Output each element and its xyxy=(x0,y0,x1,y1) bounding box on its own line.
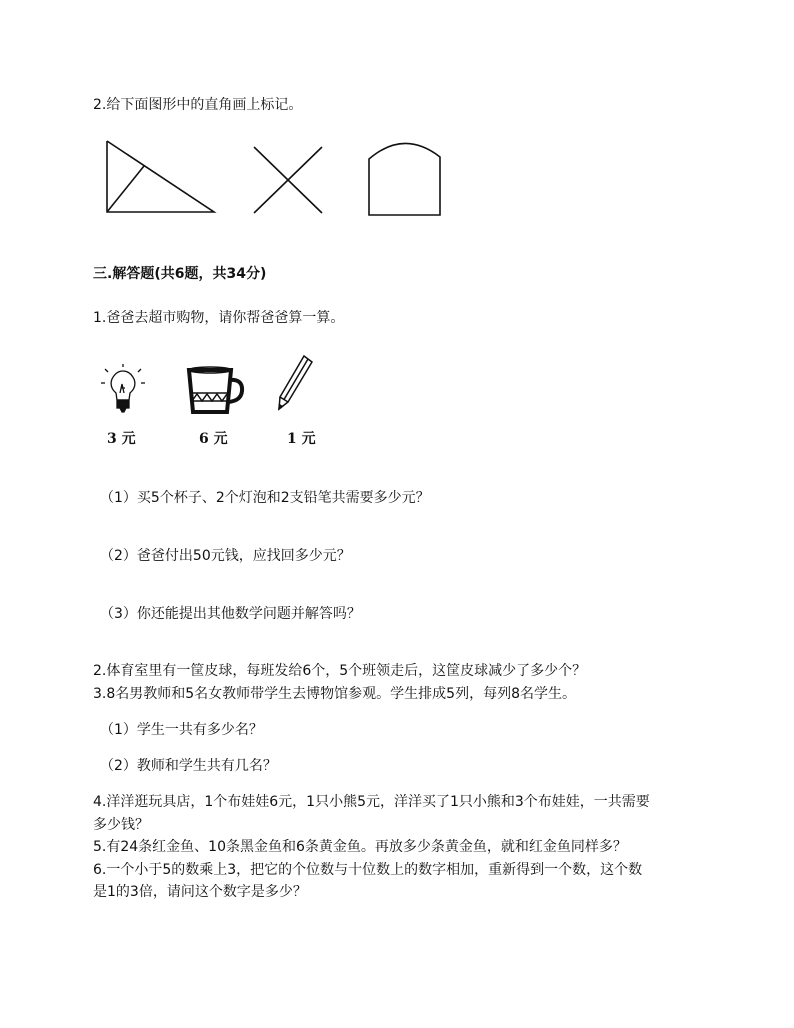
question-1-sub-3: （3）你还能提出其他数学问题并解答吗？ xyxy=(100,606,361,622)
question-3-sub-1: （1）学生一共有多少名？ xyxy=(100,722,263,738)
cup-price: 6 元 xyxy=(199,431,228,447)
question-1-sub-1: （1）买5个杯子、2个灯泡和2支铅笔共需要多少元？ xyxy=(100,490,430,506)
light-bulb-icon xyxy=(100,366,146,416)
arch-figure xyxy=(366,135,446,217)
question-6-line-1: 6.一个小于5的数乘上3，把它的个位数与十位数上的数字相加，重新得到一个数，这个数 xyxy=(93,862,643,878)
question-5-text: 5.有24条红金鱼、10条黑金鱼和6条黄金鱼。再放多少条黄金鱼，就和红金鱼同样多？ xyxy=(93,839,627,855)
pencil-icon xyxy=(276,354,316,412)
bulb-price: 3 元 xyxy=(107,431,136,447)
section-heading: 三.解答题(共6题，共34分) xyxy=(93,266,267,282)
crossed-lines-figure xyxy=(250,145,326,217)
question-1-prompt: 1.爸爸去超市购物，请你帮爸爸算一算。 xyxy=(93,310,345,326)
question-2-text: 2.给下面图形中的直角画上标记。 xyxy=(93,97,303,113)
question-3-prompt: 3.8名男教师和5名女教师带学生去博物馆参观。学生排成5列，每列8名学生。 xyxy=(93,686,576,702)
pencil-price: 1 元 xyxy=(287,431,316,447)
question-1-sub-2: （2）爸爸付出50元钱，应找回多少元？ xyxy=(100,548,351,564)
question-6-line-2: 是1的3倍，请问这个数字是多少？ xyxy=(93,884,307,900)
question-2-prompt: 2.体育室里有一筐皮球，每班发给6个，5个班领走后，这筐皮球减少了多少个？ xyxy=(93,663,587,679)
triangle-figure xyxy=(100,140,220,216)
question-4-line-2: 多少钱？ xyxy=(93,817,149,833)
question-4-line-1: 4.洋洋逛玩具店，1个布娃娃6元，1只小熊5元，洋洋买了1只小熊和3个布娃娃，一共需要 xyxy=(93,794,650,810)
question-3-sub-2: （2）教师和学生共有几名？ xyxy=(100,758,277,774)
cup-icon xyxy=(185,364,247,416)
